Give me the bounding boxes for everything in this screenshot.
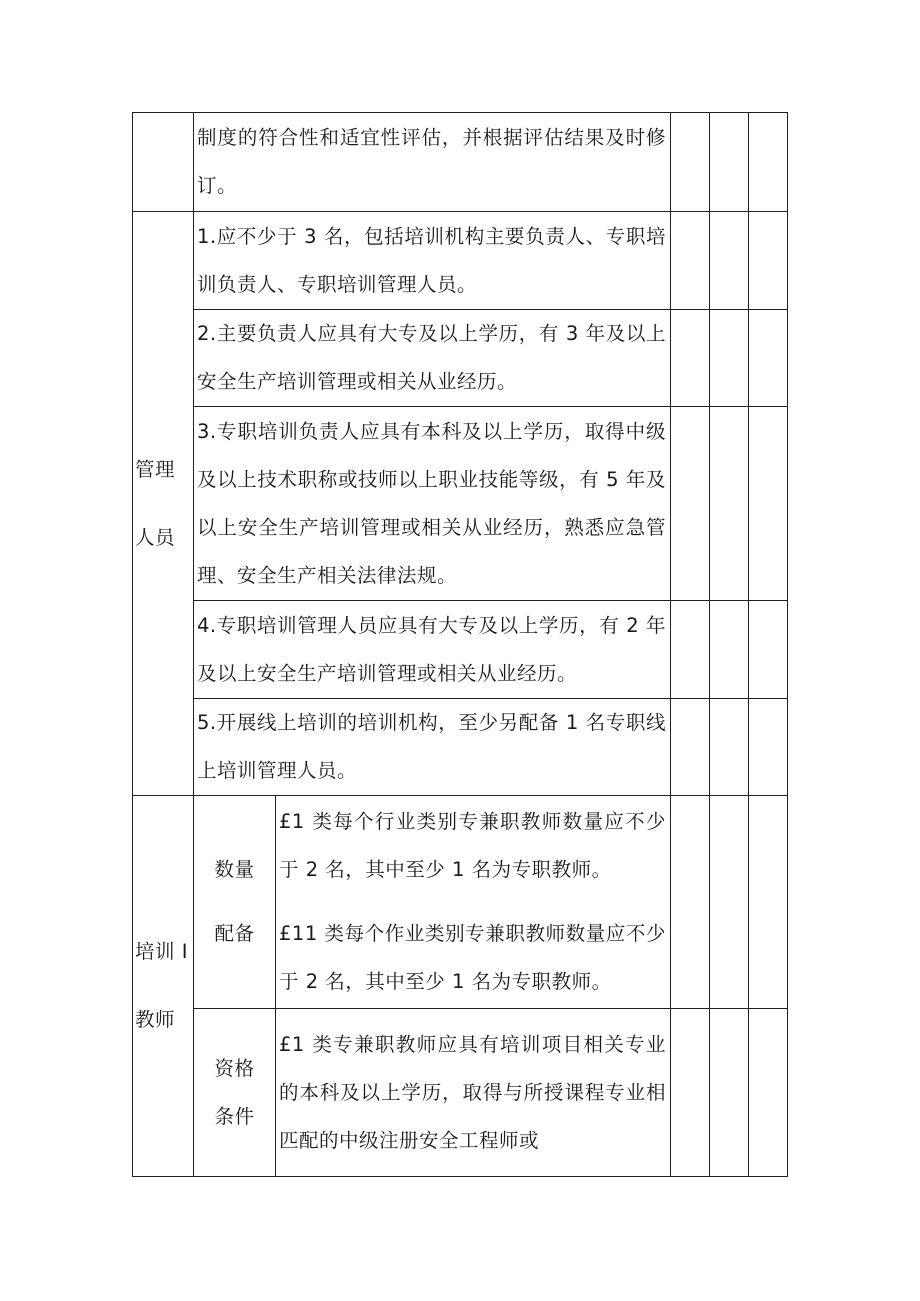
requirement-text: 5.开展线上培训的培训机构，至少另配备 1 名专职线上培训管理人员。 xyxy=(197,711,667,782)
subcategory-label: 配备 xyxy=(214,922,255,945)
check-cell xyxy=(671,796,710,1009)
category-cell-management xyxy=(133,212,194,796)
check-cell xyxy=(749,310,788,407)
requirement-cell xyxy=(194,601,671,699)
check-cell xyxy=(710,601,749,699)
table-row xyxy=(133,699,788,796)
requirement-text: 1.应不少于 3 名，包括培训机构主要负责人、专职培训负责人、专职培训管理人员。 xyxy=(197,224,667,296)
subcategory-label: 资格 xyxy=(214,1056,255,1080)
table-row xyxy=(133,1009,788,1177)
table-row xyxy=(133,212,788,310)
check-cell xyxy=(749,796,788,1009)
requirement-text: 制度的符合性和适宜性评估，并根据评估结果及时修订。 xyxy=(197,126,667,197)
category-label: 教师 xyxy=(135,1008,176,1031)
requirement-cell xyxy=(194,699,671,796)
table-row xyxy=(133,310,788,407)
requirements-table xyxy=(132,112,788,1177)
check-cell xyxy=(710,407,749,601)
check-cell xyxy=(671,601,710,699)
check-cell xyxy=(710,796,749,1009)
check-cell xyxy=(671,310,710,407)
check-cell xyxy=(749,407,788,601)
check-cell xyxy=(710,1009,749,1177)
subcategory-cell-qualification xyxy=(194,1009,276,1177)
requirement-text: £1 类每个行业类别专兼职教师数量应不少于 2 名，其中至少 1 名为专职教师。 xyxy=(279,810,667,881)
check-cell xyxy=(671,212,710,310)
subcategory-cell-quantity xyxy=(194,796,276,1009)
check-cell xyxy=(710,212,749,310)
category-label: 培训 I xyxy=(135,940,188,963)
requirement-text: 3.专职培训负责人应具有本科及以上学历，取得中级及以上技术职称或技师以上职业技能等级，有 5 年及以上安全生产培训管理或相关从业经历，熟悉应急管理、安全生产相关法律法规。 xyxy=(197,419,667,587)
category-cell-empty xyxy=(133,113,194,212)
subcategory-label: 数量 xyxy=(214,858,255,881)
check-cell xyxy=(749,113,788,212)
table-row xyxy=(133,113,788,212)
requirement-text: £11 类每个作业类别专兼职教师数量应不少于 2 名，其中至少 1 名为专职教师。 xyxy=(279,922,667,993)
category-label: 人员 xyxy=(135,525,176,549)
table-row xyxy=(133,796,788,1009)
check-cell xyxy=(749,601,788,699)
requirement-cell xyxy=(194,407,671,601)
check-cell xyxy=(749,212,788,310)
table-row xyxy=(133,407,788,601)
check-cell xyxy=(749,699,788,796)
check-cell xyxy=(710,113,749,212)
category-label: 管理 xyxy=(135,457,176,481)
requirement-cell xyxy=(194,212,671,310)
check-cell xyxy=(710,699,749,796)
category-cell-teachers xyxy=(133,796,194,1177)
check-cell xyxy=(671,113,710,212)
requirement-text: 2.主要负责人应具有大专及以上学历，有 3 年及以上安全生产培训管理或相关从业经历。 xyxy=(197,322,667,393)
requirement-text: £1 类专兼职教师应具有培训项目相关专业的本科及以上学历，取得与所授课程专业相匹配的中级注册安全工程师或 xyxy=(279,1032,667,1152)
check-cell xyxy=(749,1009,788,1177)
requirement-cell xyxy=(194,113,671,212)
requirement-cell xyxy=(276,796,671,1009)
check-cell xyxy=(710,310,749,407)
check-cell xyxy=(671,1009,710,1177)
requirement-cell xyxy=(276,1009,671,1177)
check-cell xyxy=(671,699,710,796)
table-row xyxy=(133,601,788,699)
requirement-text: 4.专职培训管理人员应具有大专及以上学历，有 2 年及以上安全生产培训管理或相关从业经历。 xyxy=(197,613,667,685)
check-cell xyxy=(671,407,710,601)
subcategory-label: 条件 xyxy=(214,1104,255,1128)
requirement-cell xyxy=(194,310,671,407)
